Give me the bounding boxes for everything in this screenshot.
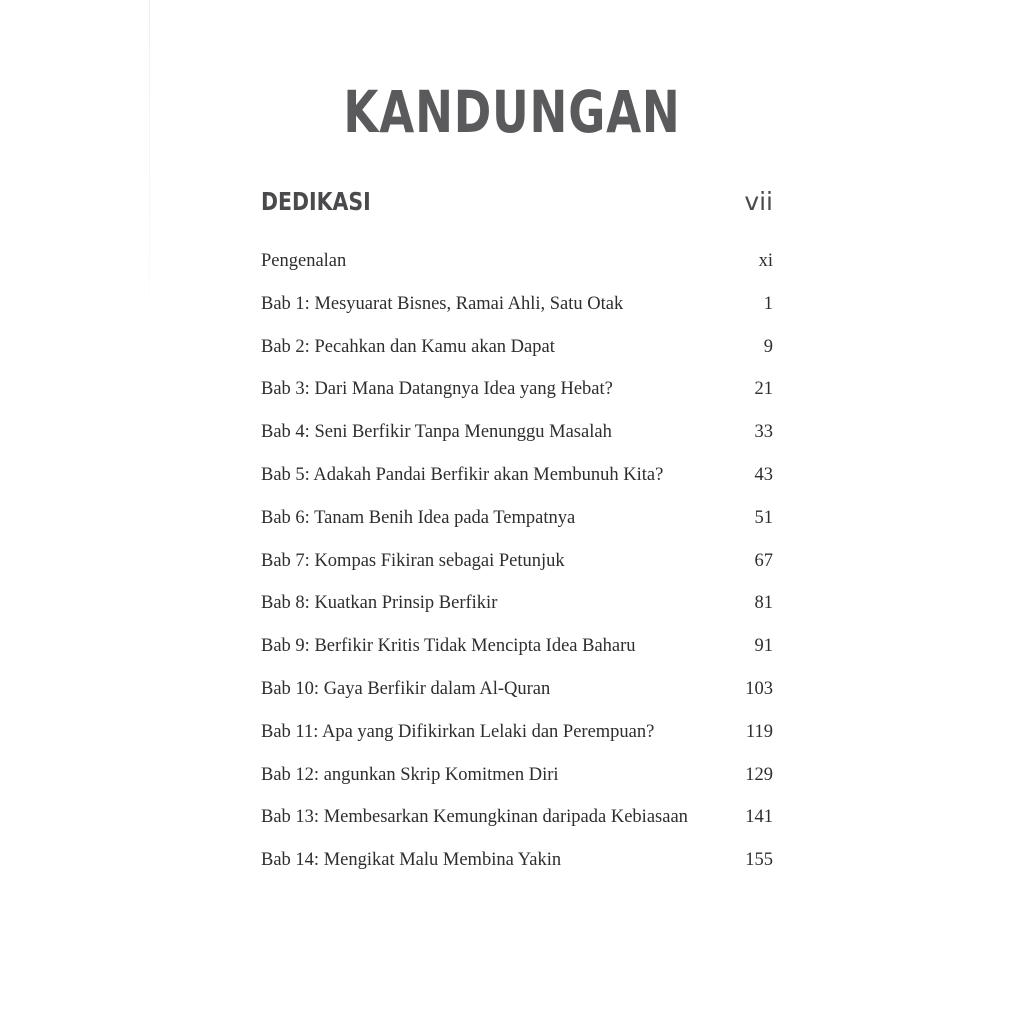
toc-entry-label: Bab 11: Apa yang Difikirkan Lelaki dan Perempuan? <box>261 721 655 742</box>
page-fold-line <box>149 0 150 330</box>
dedication-label: DEDIKASI <box>261 187 371 216</box>
toc-entry-page: 141 <box>745 807 773 828</box>
toc-entry-label: Bab 9: Berfikir Kritis Tidak Mencipta Idea Baharu <box>261 636 636 657</box>
toc-entry-label: Bab 3: Dari Mana Datangnya Idea yang Hebat? <box>261 379 613 400</box>
toc-entry-label: Pengenalan <box>261 251 347 271</box>
page-title: KANDUNGAN <box>343 78 681 146</box>
toc-entry-page: 1 <box>763 293 773 314</box>
toc-entry[interactable] <box>261 582 773 625</box>
toc-entry[interactable] <box>261 754 773 797</box>
toc-entry-page: 119 <box>745 721 773 742</box>
toc-entry[interactable] <box>261 796 773 839</box>
toc-entry-page: 103 <box>745 678 773 699</box>
toc-entry-page: 81 <box>754 593 773 614</box>
toc-entry-label: Bab 6: Tanam Benih Idea pada Tempatnya <box>261 507 576 528</box>
toc-entry-page: 155 <box>745 850 773 871</box>
toc-entry[interactable] <box>261 497 773 540</box>
toc-entry-page: 51 <box>754 507 773 528</box>
toc-entry-page: 91 <box>754 636 773 657</box>
toc-entry[interactable] <box>261 411 773 454</box>
toc-entry-label: Bab 12: angunkan Skrip Komitmen Diri <box>261 764 559 785</box>
dedication-page-number: vii <box>744 187 773 216</box>
toc-entry[interactable] <box>261 625 773 668</box>
toc-entry-label: Bab 14: Mengikat Malu Membina Yakin <box>261 850 562 871</box>
toc-entry-label: Bab 5: Adakah Pandai Berfikir akan Membunuh Kita? <box>261 464 664 485</box>
toc-entry[interactable] <box>261 283 773 326</box>
toc-entry[interactable] <box>261 839 773 882</box>
toc-entry[interactable] <box>261 240 773 283</box>
toc-entry[interactable] <box>261 326 773 369</box>
toc-entry-page: 43 <box>754 464 773 485</box>
toc-entry-page: 33 <box>754 422 773 443</box>
toc-entry-page: 21 <box>754 379 773 400</box>
toc-entry-label: Bab 7: Kompas Fikiran sebagai Petunjuk <box>261 550 565 571</box>
toc-entry-label: Bab 13: Membesarkan Kemungkinan daripada Kebiasaan <box>261 807 688 828</box>
toc-entry-page: 129 <box>745 764 773 785</box>
dedication-row[interactable] <box>261 182 773 222</box>
toc-entry-label: Bab 1: Mesyuarat Bisnes, Ramai Ahli, Satu Otak <box>261 293 624 314</box>
toc-entry-page: xi <box>758 251 773 271</box>
toc-entry[interactable] <box>261 454 773 497</box>
toc-entry-page: 9 <box>763 336 773 357</box>
table-of-contents <box>261 240 773 882</box>
toc-entry-label: Bab 2: Pecahkan dan Kamu akan Dapat <box>261 336 555 357</box>
toc-entry-label: Bab 4: Seni Berfikir Tanpa Menunggu Masalah <box>261 422 612 443</box>
toc-entry[interactable] <box>261 711 773 754</box>
toc-entry[interactable] <box>261 540 773 583</box>
toc-entry[interactable] <box>261 368 773 411</box>
toc-entry-page: 67 <box>754 550 773 571</box>
toc-entry[interactable] <box>261 668 773 711</box>
toc-entry-label: Bab 10: Gaya Berfikir dalam Al-Quran <box>261 678 551 699</box>
toc-entry-label: Bab 8: Kuatkan Prinsip Berfikir <box>261 593 498 614</box>
